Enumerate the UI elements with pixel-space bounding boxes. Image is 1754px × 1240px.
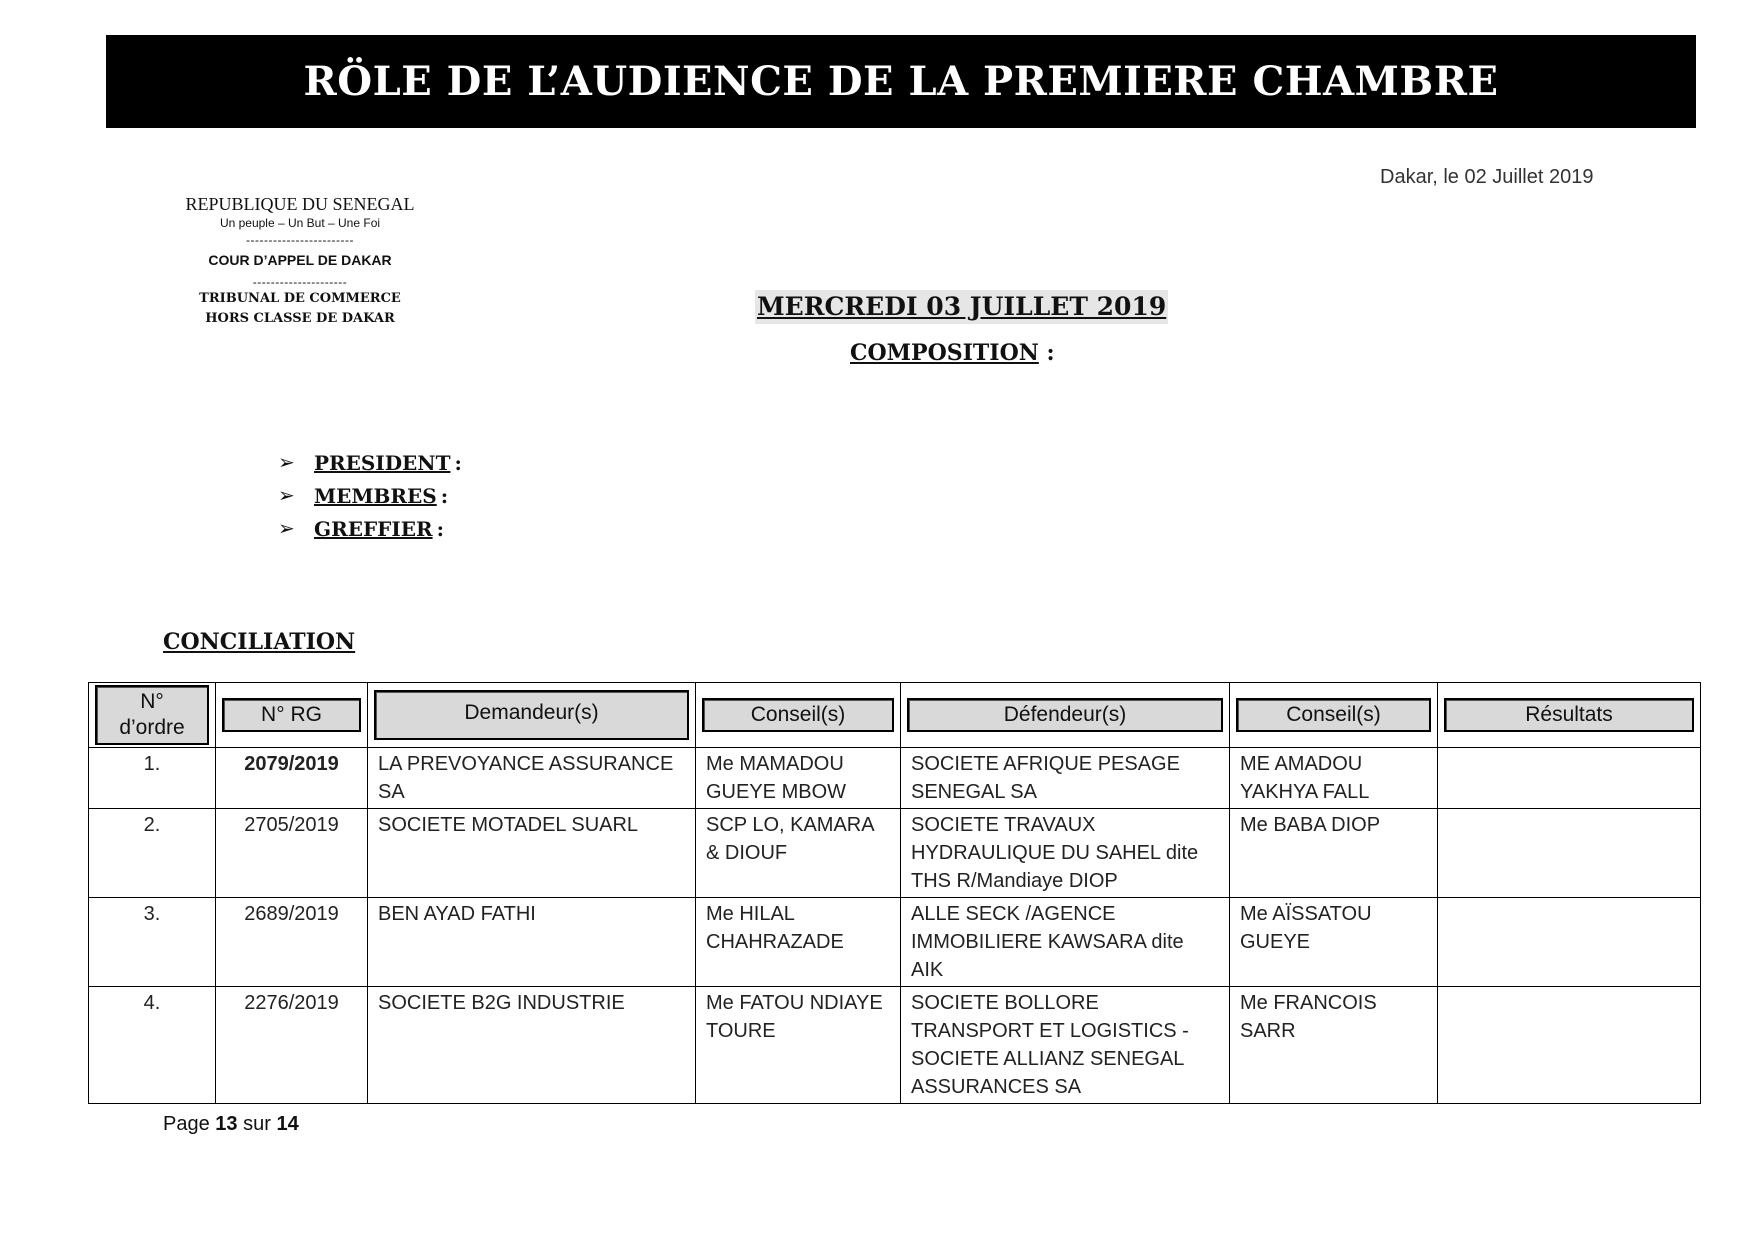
cell-num: 2. bbox=[89, 809, 216, 898]
header-box bbox=[95, 685, 209, 745]
arrow-bullet-icon: ➢ bbox=[278, 452, 295, 474]
cell-demandeur: BEN AYAD FATHI bbox=[368, 898, 696, 987]
composition-colon: : bbox=[1046, 340, 1055, 366]
date-line: Dakar, le 02 Juillet 2019 bbox=[1380, 166, 1594, 188]
table-row bbox=[89, 809, 1701, 898]
header-cell-defendeur bbox=[901, 683, 1230, 748]
republic-name: REPUBLIQUE DU SENEGAL bbox=[185, 194, 415, 214]
table-header-row bbox=[89, 683, 1701, 748]
member-role-colon: : bbox=[454, 450, 462, 475]
page-word: Page bbox=[163, 1113, 210, 1135]
header-cell-demandeur bbox=[368, 683, 696, 748]
header-cell-ordre bbox=[89, 683, 216, 748]
cell-defendeur: ALLE SECK /AGENCE IMMOBILIERE KAWSARA dite AIK bbox=[901, 898, 1230, 987]
tribunal-name-line1: TRIBUNAL DE COMMERCE bbox=[199, 291, 401, 306]
cell-defendeur: SOCIETE BOLLORE TRANSPORT ET LOGISTICS -SOCIETE ALLIANZ SENEGAL ASSURANCES SA bbox=[901, 987, 1230, 1104]
current-page-number: 13 bbox=[215, 1113, 238, 1135]
table-row bbox=[89, 898, 1701, 987]
header-separator: ------------------------ bbox=[246, 233, 354, 247]
cell-demandeur: LA PREVOYANCE ASSURANCE SA bbox=[368, 748, 696, 809]
sur-word: sur bbox=[243, 1113, 271, 1135]
member-role-colon: : bbox=[436, 516, 444, 541]
cell-resultats bbox=[1438, 987, 1701, 1104]
tribunal-name-line2: HORS CLASSE DE DAKAR bbox=[205, 311, 395, 326]
header-ordre-line1: N° bbox=[140, 690, 164, 713]
member-role-label: PRESIDENT bbox=[314, 450, 451, 475]
cell-conseil: Me MAMADOU GUEYE MBOW bbox=[696, 748, 901, 809]
cell-num: 4. bbox=[89, 987, 216, 1104]
list-item bbox=[278, 479, 462, 512]
member-role-colon: : bbox=[440, 483, 449, 508]
composition-label: COMPOSITION bbox=[850, 340, 1039, 366]
header-defendeur: Défendeur(s) bbox=[907, 698, 1223, 732]
header-demandeur: Demandeur(s) bbox=[374, 690, 689, 740]
title-banner bbox=[106, 35, 1696, 128]
header-cell-conseil1 bbox=[696, 683, 901, 748]
header-ordre-line2: d’ordre bbox=[119, 716, 185, 739]
cell-conseil: Me BABA DIOP bbox=[1230, 809, 1438, 898]
header-separator: --------------------- bbox=[252, 275, 348, 289]
cell-conseil: Me HILAL CHAHRAZADE bbox=[696, 898, 901, 987]
header-resultats: Résultats bbox=[1444, 698, 1694, 732]
court-name: COUR D’APPEL DE DAKAR bbox=[208, 252, 392, 268]
hearing-date-title: MERCREDI 03 JUILLET 2019 bbox=[755, 290, 1168, 324]
cell-resultats bbox=[1438, 748, 1701, 809]
cell-conseil: Me FRANCOIS SARR bbox=[1230, 987, 1438, 1104]
cell-defendeur: SOCIETE TRAVAUX HYDRAULIQUE DU SAHEL dite THS R/Mandiaye DIOP bbox=[901, 809, 1230, 898]
composition-list bbox=[278, 446, 462, 545]
cell-num: 3. bbox=[89, 898, 216, 987]
cell-resultats bbox=[1438, 809, 1701, 898]
header-cell-resultats bbox=[1438, 683, 1701, 748]
header-conseil: Conseil(s) bbox=[1236, 698, 1431, 732]
header-rg: N° RG bbox=[222, 698, 361, 732]
total-page-count: 14 bbox=[276, 1113, 299, 1135]
header-cell-rg bbox=[216, 683, 368, 748]
arrow-bullet-icon: ➢ bbox=[278, 518, 295, 540]
cell-demandeur: SOCIETE MOTADEL SUARL bbox=[368, 809, 696, 898]
header-conseil: Conseil(s) bbox=[702, 698, 894, 732]
cell-conseil: SCP LO, KAMARA & DIOUF bbox=[696, 809, 901, 898]
cell-conseil: Me FATOU NDIAYE TOURE bbox=[696, 987, 901, 1104]
table-row bbox=[89, 987, 1701, 1104]
composition-heading bbox=[850, 340, 1055, 366]
member-role-label: GREFFIER bbox=[314, 516, 433, 541]
list-item bbox=[278, 512, 462, 545]
cell-conseil: ME AMADOU YAKHYA FALL bbox=[1230, 748, 1438, 809]
arrow-bullet-icon: ➢ bbox=[278, 485, 295, 507]
cell-defendeur: SOCIETE AFRIQUE PESAGE SENEGAL SA bbox=[901, 748, 1230, 809]
member-role-label: MEMBRES bbox=[314, 483, 437, 508]
cell-rg: 2705/2019 bbox=[216, 809, 368, 898]
cell-rg: 2689/2019 bbox=[216, 898, 368, 987]
cell-num: 1. bbox=[89, 748, 216, 809]
cell-resultats bbox=[1438, 898, 1701, 987]
section-title: CONCILIATION bbox=[163, 629, 356, 655]
cell-demandeur: SOCIETE B2G INDUSTRIE bbox=[368, 987, 696, 1104]
header-cell-conseil2 bbox=[1230, 683, 1438, 748]
table-row bbox=[89, 748, 1701, 809]
document-title: RÖLE DE L’AUDIENCE DE LA PREMIERE CHAMBRE bbox=[303, 58, 1499, 105]
cell-rg: 2276/2019 bbox=[216, 987, 368, 1104]
institution-header bbox=[150, 193, 450, 329]
cell-rg: 2079/2019 bbox=[216, 748, 368, 809]
list-item bbox=[278, 446, 462, 479]
cell-conseil: Me AÏSSATOU GUEYE bbox=[1230, 898, 1438, 987]
page-footer bbox=[163, 1113, 299, 1136]
hearing-roll-table bbox=[88, 682, 1701, 1104]
national-motto: Un peuple – Un But – Une Foi bbox=[219, 216, 381, 230]
